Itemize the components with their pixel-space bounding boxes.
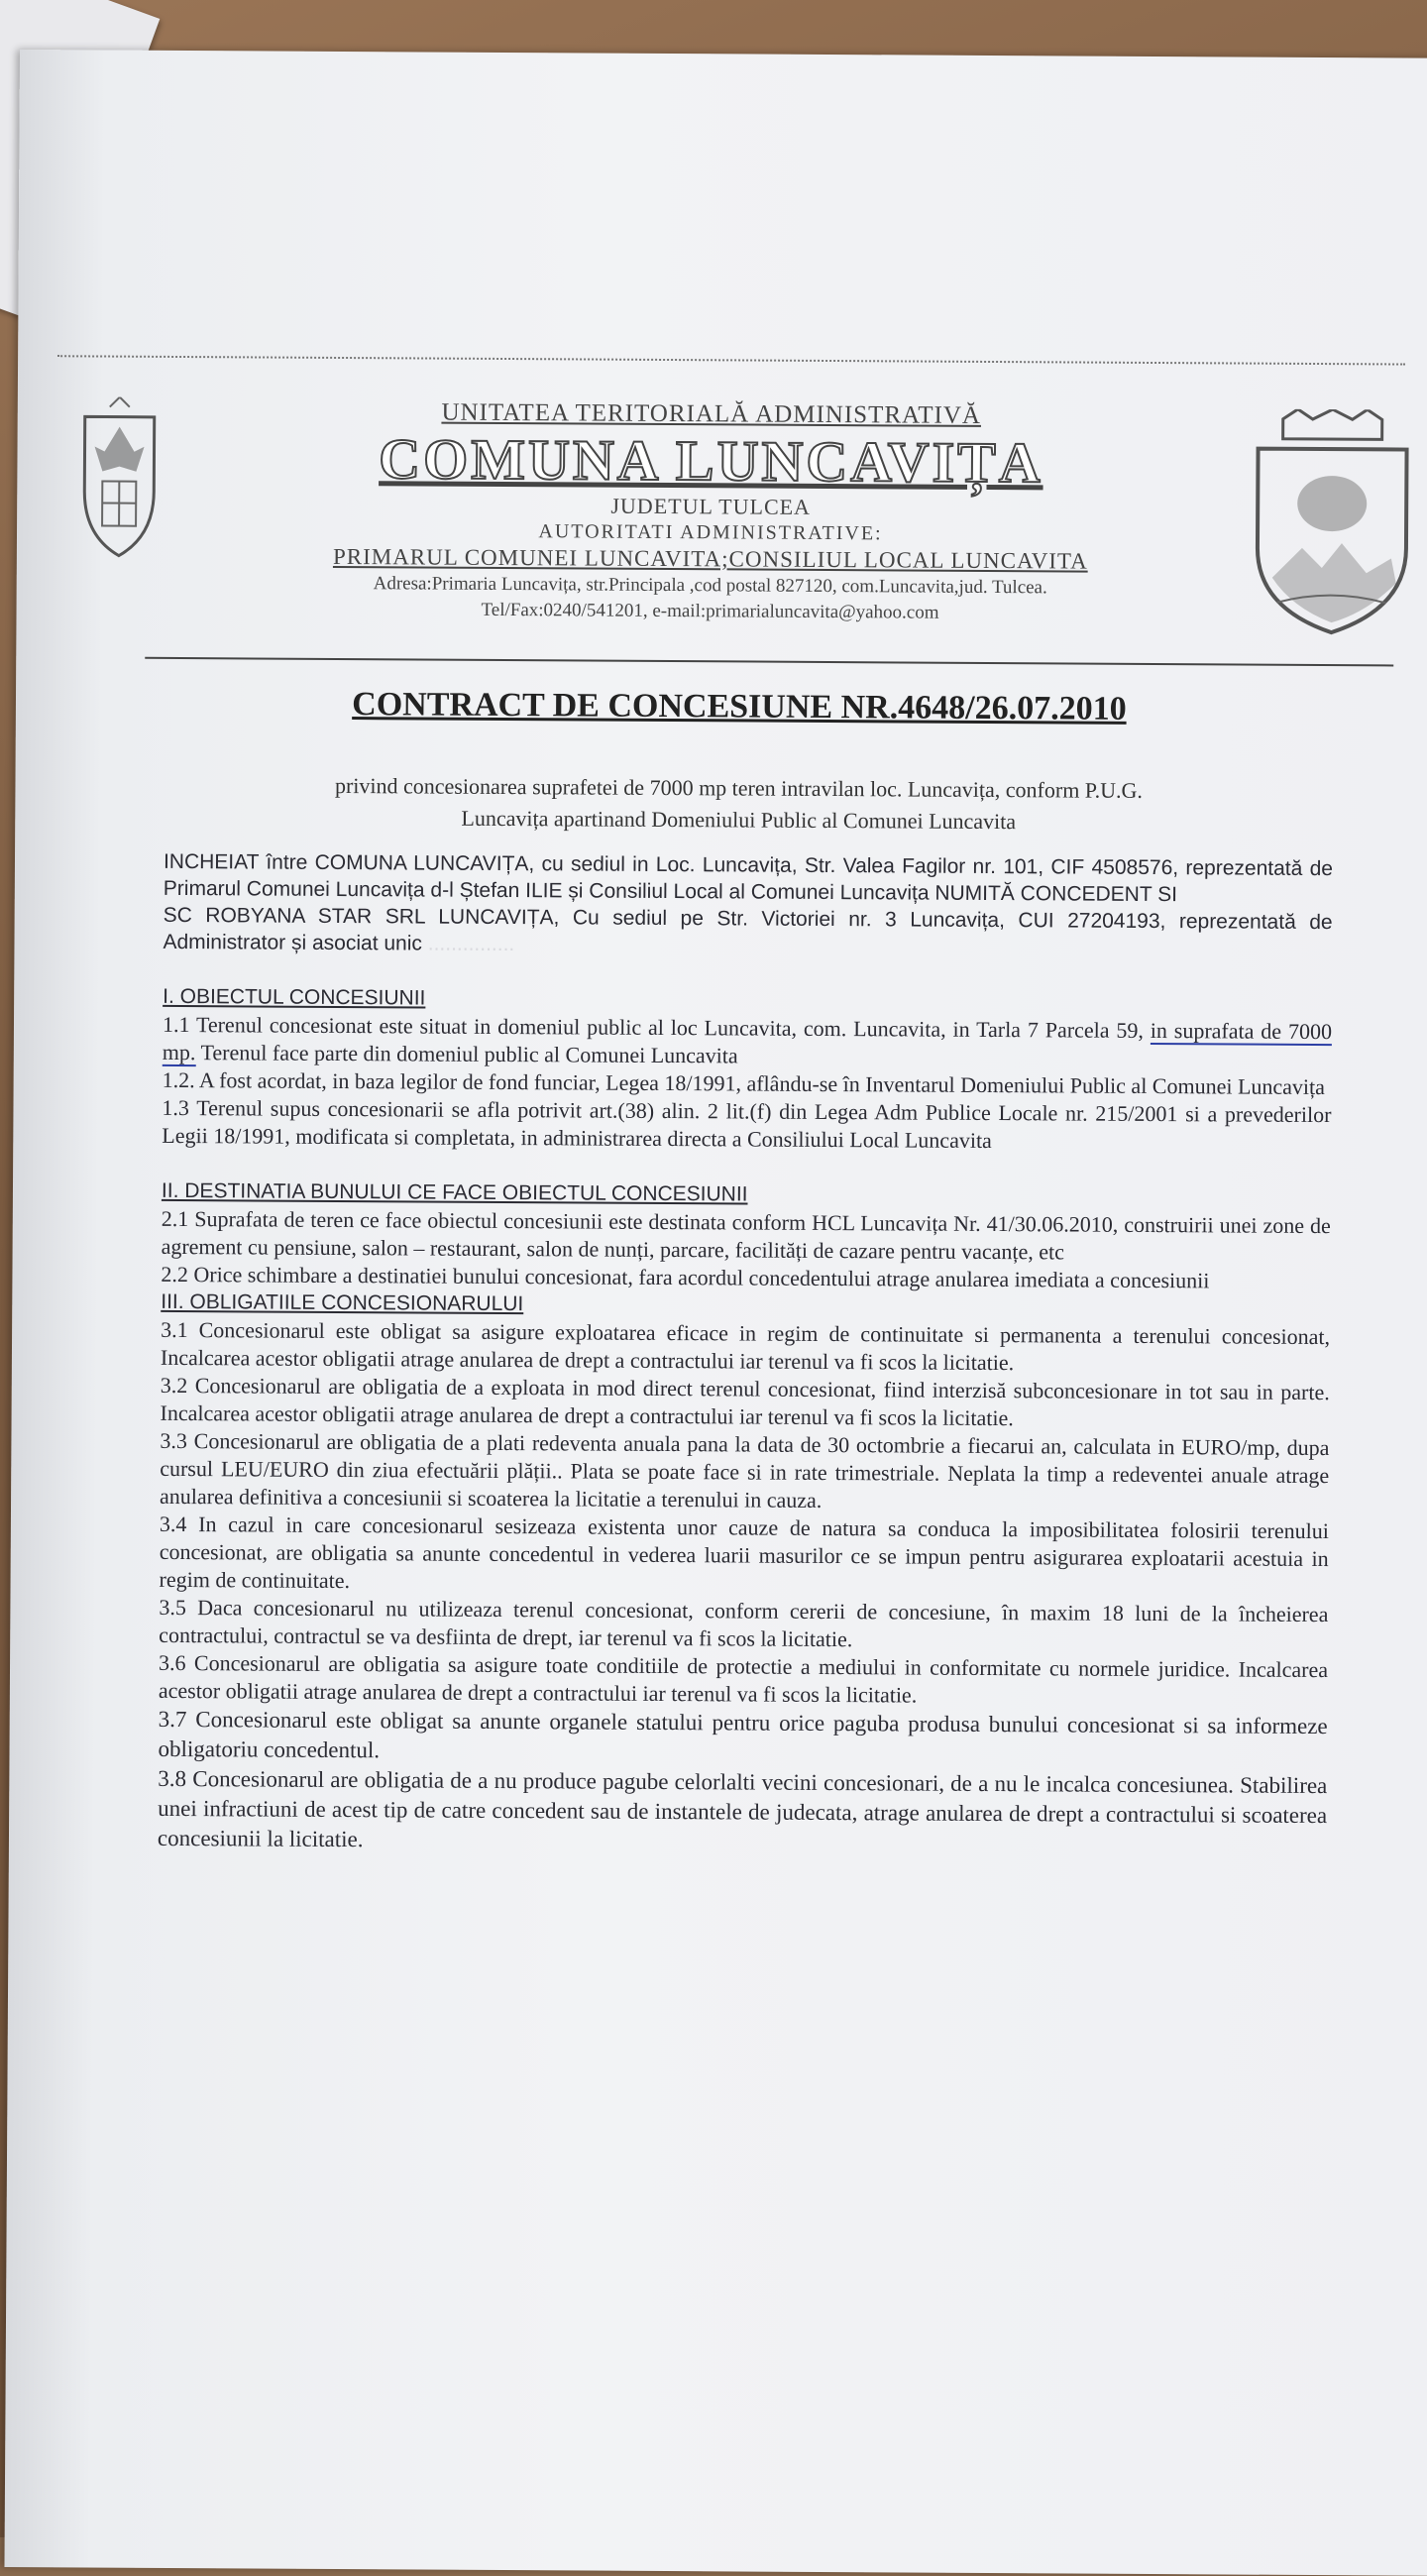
section-3-heading: III. OBLIGATIILE CONCESIONARULUI: [161, 1288, 1330, 1323]
letterhead-autoritati: AUTORITATI ADMINISTRATIVE:: [185, 516, 1236, 548]
document-page: [4, 50, 1427, 2576]
section-3-p6: 3.6 Concesionarul are obligatia sa asigure toate conditiile de protectie a mediului in conformitate cu normele juridice. Incalcarea acestor obligatii atrage anularea de drept a contractului iar terenul va fi scos la licitatie.: [159, 1649, 1328, 1712]
letterhead-primar: PRIMARUL COMUNEI LUNCAVITA;CONSILIUL LOCAL LUNCAVITA: [185, 542, 1236, 576]
letterhead-contact: Tel/Fax:0240/541201, e-mail:primarialuncavita@yahoo.com: [184, 596, 1235, 627]
section-3-p3: 3.3 Concesionarul are obligatia de a plati redeventa anuala pana la data de 30 octombrie a fiecarui an, calculata in EURO/mp, dupa cursul LEU/EURO din ziua efectuării plății.. Plata se poate face si in rate trimestriale. Neplata la timp a redeventei anuale atrage anularea definitiva a concesiunii si scoaterea la licitatie a terenului in cauza.: [160, 1427, 1329, 1517]
redacted-name: ...............: [428, 933, 515, 956]
section-2-p1: 2.1 Suprafata de teren ce face obiectul concesiunii este destinata conform HCL Luncavița Nr. 41/30.06.2010, construirii unei zone de agrement cu pensiune, salon – restaurant, salon de nunți, parcare, facilități de cazare pentru vacanțe, etc: [162, 1205, 1331, 1268]
section-1-p2: 1.2. A fost acordat, in baza legilor de fond funciar, Legea 18/1991, aflându-se în Inventarul Domeniului Public al Comunei Luncavița: [163, 1066, 1332, 1101]
section-1-heading: I. OBIECTUL CONCESIUNII: [163, 983, 1332, 1018]
letterhead-address: Adresa:Primaria Luncavița, str.Principala ,cod postal 827120, com.Luncavita,jud. Tulcea.: [185, 570, 1236, 602]
letterhead-unit: UNITATEA TERITORIALĂ ADMINISTRATIVĂ: [186, 397, 1237, 431]
dotted-rule: [57, 355, 1405, 365]
contract-subtitle: [203, 769, 1273, 840]
section-2-p2: 2.2 Orice schimbare a destinatiei bunului concesionat, fara acordul concedentului atrage anularea imediata a concesiunii: [161, 1261, 1330, 1295]
section-1-p3: 1.3 Terenul supus concesionarii se afla potrivit art.(38) alin. 2 lit.(f) din Legea Adm Publice Locale nr. 215/2001 si a prevederilor Legii 18/1991, modificata si completata, in administrarea directa a Consiliului Local Luncavita: [162, 1094, 1331, 1157]
section-3-p7: 3.7 Concesionarul este obligat sa anunte organele statului pentru orice paguba produsa bunului concesionat si sa informeze obligatoriu concedentul.: [158, 1705, 1327, 1771]
section-3-p5: 3.5 Daca concesionarul nu utilizeaza terenul concesionat, conform cererii de concesiune, în maxim 18 luni de la încheierea contractului, contractul se va desfiinta de drept, iar terenul va fi scos la licitatie.: [159, 1594, 1328, 1656]
subtitle-line-2: Luncavița apartinand Domeniului Public al Comunei Luncavita: [203, 801, 1273, 840]
intro-parties-1: INCHEIAT între COMUNA LUNCAVIȚA, cu sediul in Loc. Luncavița, Str. Valea Fagilor nr. 101, CIF 4508576, reprezentată de Primarul Comunei Luncavița d-l Ștefan ILIE și Consiliul Local al Comunei Luncavița NUMITĂ CONCEDENT SI: [164, 848, 1333, 909]
header-rule: [145, 657, 1393, 667]
section-3-p2: 3.2 Concesionarul are obligatia de a exploata in mod direct terenul concesionat, fiind interzisă subconcesionare in tot sau in parte. Incalcarea acestor obligatii atrage anularea de drept a contractului iar terenul va fi scos la licitatie.: [161, 1372, 1330, 1434]
letterhead: [184, 397, 1236, 627]
ink-underlined-area: in suprafata de 7000 mp.: [163, 1018, 1332, 1066]
contract-body: [158, 848, 1333, 1860]
section-3-p8: 3.8 Concesionarul are obligatia de a nu produce pagube celorlalti vecini concesionari, de a nu le incalca concesiunea. Stabilirea unei infractiuni de acest tip de catre concedent sau de instantele de judecata, atrage anularea de drept a contractului si scoaterea concesiunii la licitatie.: [158, 1764, 1328, 1860]
letterhead-comuna: COMUNA LUNCAVIȚA: [185, 425, 1236, 497]
intro-parties-2: SC ROBYANA STAR SRL LUNCAVIȚA, Cu sediul pe Str. Victoriei nr. 3 Luncavița, CUI 27204193, reprezentată de Administrator și asociat unic ...............: [163, 902, 1332, 962]
luncavita-coat-of-arms-icon: [1247, 409, 1416, 638]
section-1-p1: 1.1 Terenul concesionat este situat in domeniul public al loc Luncavita, com. Luncavita, in Tarla 7 Parcela 59, in suprafata de 7000 mp. Terenul face parte din domeniul public al Comunei Luncavita: [163, 1011, 1332, 1073]
subtitle-line-1: privind concesionarea suprafetei de 7000 mp teren intravilan loc. Luncavița, conform P.U.G.: [203, 769, 1273, 808]
section-3-p4: 3.4 In cazul in care concesionarul sesizeaza existenta unor cauze de natura sa conduca la imposibilitatea folosirii terenului concesionat, are obligatia sa anunte concedentul in vederea luarii masurilor ce se impun pentru asigurarea exploatarii acestuia in regim de continuitate.: [159, 1511, 1328, 1601]
letterhead-judet: JUDETUL TULCEA: [185, 491, 1236, 522]
contract-title: CONTRACT DE CONCESIUNE NR.4648/26.07.2010: [303, 686, 1175, 728]
section-3-p1: 3.1 Concesionarul este obligat sa asigure exploatarea eficace in regim de continuitate si permanenta a terenului concesionat, Incalcarea acestor obligatii atrage anularea de drept a contractului iar terenul va fi scos la licitatie.: [161, 1316, 1330, 1379]
section-2-heading: II. DESTINATIA BUNULUI CE FACE OBIECTUL CONCESIUNII: [162, 1177, 1331, 1212]
romania-coat-of-arms-icon: [64, 396, 174, 561]
